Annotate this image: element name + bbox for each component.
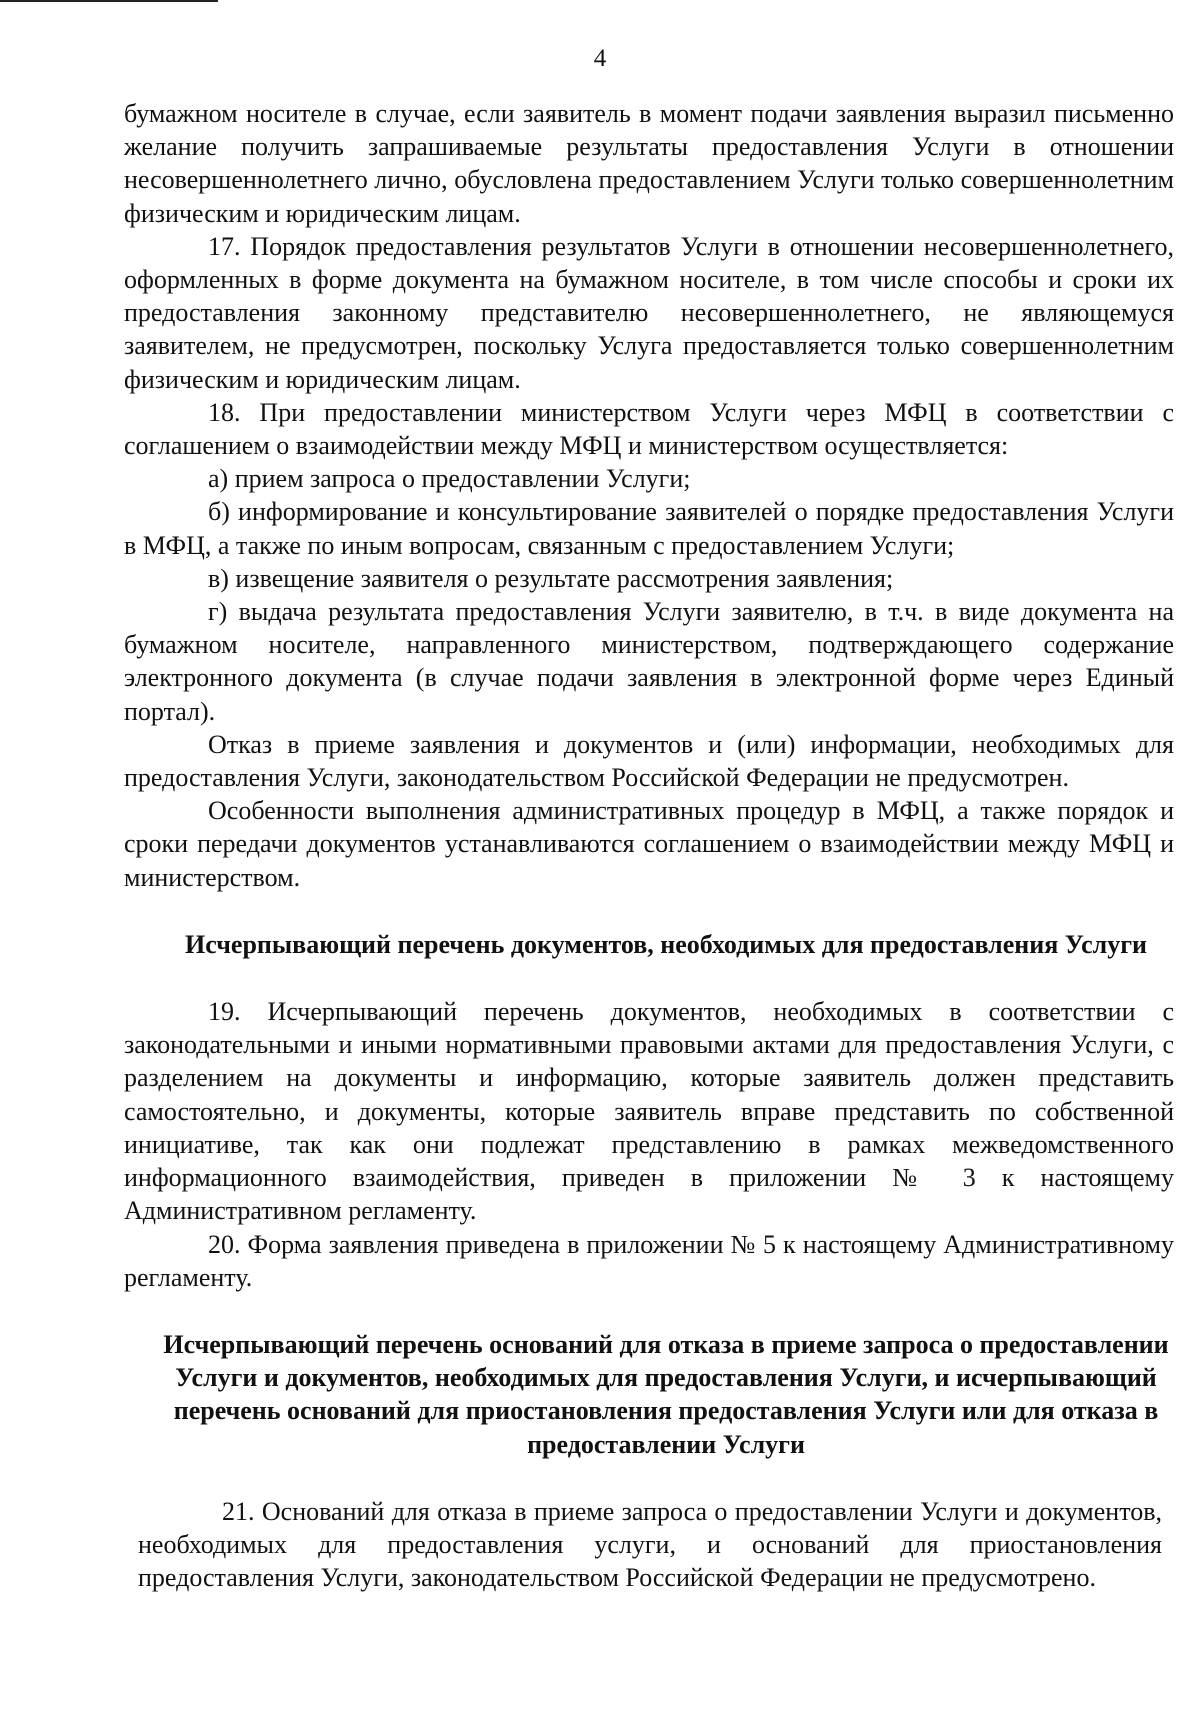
list-item-g: г) выдача результата предоставления Услуги заявителю, в т.ч. в виде документа на бумажном носителе, направленного министерством, подтверждающего содержание электронного документа (в случае подачи заявления в электронной форме через Единый портал). [124,597,1174,726]
page-number: 4 [593,45,607,72]
section-mid [124,995,1174,1294]
top-rule [0,0,218,2]
paragraph-18: 18. При предоставлении министерством Услуги через МФЦ в соответствии с соглашением о взаимодействии между МФЦ и министерством осуществляется: [124,397,1174,461]
paragraph-17: 17. Порядок предоставления результатов Услуги в отношении несовершеннолетнего, оформленных в форме документа на бумажном носителе, в том числе способы и сроки их предоставления законному представителю несовершеннолетнего, не являющемуся заявителем, не предусмотрен, поскольку Услуга предоставляется только совершеннолетним физическим и юридическим лицам. [124,231,1174,394]
document-body [124,97,1174,1594]
section-heading-grounds: Исчерпывающий перечень оснований для отказа в приеме запроса о предоставлении Услуги и документов, необходимых для предоставления Услуги, и исчерпывающий перечень оснований для приостановления предоставления Услуги или для отказа в предоставлении Услуги [163,1329,1169,1459]
list-item-b: б) информирование и консультирование заявителей о порядке предоставления Услуги в МФЦ, а также по иным вопросам, связанным с предоставлением Услуги; [124,497,1174,560]
paragraph-continuation: бумажном носителе в случае, если заявитель в момент подачи заявления выразил письменно желание получить запрашиваемые результаты предоставления Услуги в отношении несовершеннолетнего лично, обусловлена предоставлением Услуги только совершеннолетним физическим и юридическим лицам. [124,99,1174,228]
section-bottom [124,1495,1174,1595]
paragraph-features: Особенности выполнения административных процедур в МФЦ, а также порядок и сроки передачи документов устанавливаются соглашением о взаимодействии между МФЦ и министерством. [124,796,1174,892]
paragraph-21: 21. Оснований для отказа в приеме запроса о предоставлении Услуги и документов, необходимых для предоставления услуги, и оснований для приостановления предоставления Услуги, законодательством Российской Федерации не предусмотрено. [138,1496,1162,1593]
section-top [124,97,1174,894]
paragraph-20: 20. Форма заявления приведена в приложении № 5 к настоящему Административному регламенту. [124,1229,1174,1292]
list-item-a: а) прием запроса о предоставлении Услуги; [208,464,691,494]
paragraph-19: 19. Исчерпывающий перечень документов, необходимых в соответствии с законодательными и иными нормативными правовыми актами для предоставления Услуги, с разделением на документы и информацию, которые заявитель должен представить самостоятельно, и документы, которые заявитель вправе представить по собственной инициативе, так как они подлежат представлению в рамках межведомственного информационного взаимодействия, приведен в приложении № 3 к настоящему Административном регламенту. [124,997,1174,1226]
paragraph-refusal: Отказ в приеме заявления и документов и (или) информации, необходимых для предоставления Услуги, законодательством Российской Федерации не предусмотрен. [124,729,1174,793]
list-item-v: в) извещение заявителя о результате рассмотрения заявления; [208,563,894,593]
section-heading-documents: Исчерпывающий перечень документов, необходимых для предоставления Услуги [185,929,1147,959]
